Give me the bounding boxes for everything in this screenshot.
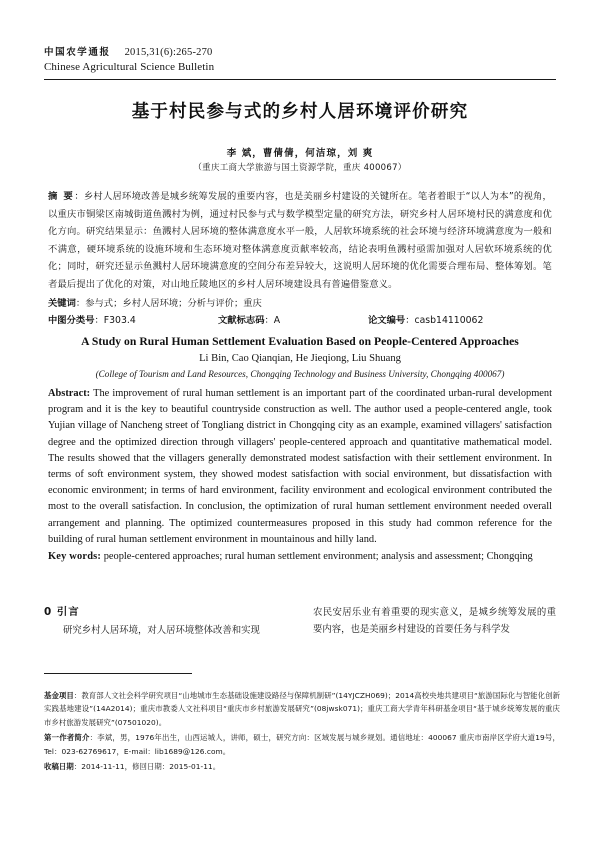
footnote-author-bio	[44, 731, 560, 758]
clc-value: ：F303.4	[94, 315, 136, 326]
footnote-divider-rule	[44, 673, 192, 674]
body-column-right	[313, 604, 556, 639]
abstract-cn-label: 摘 要	[48, 191, 75, 202]
keywords-cn-text: ：参与式；乡村人居环境；分析与评价；重庆	[75, 298, 262, 309]
keywords-en-label: Key words:	[48, 551, 102, 562]
authors-cn: 李 斌，曹倩倩，何洁琼，刘 爽	[226, 148, 374, 159]
journal-issue-info: 2015,31(6):265-270	[124, 47, 213, 58]
abstract-en	[48, 386, 552, 548]
body-paragraph-right: 农民安居乐业有着重要的现实意义，是城乡统筹发展的重要内容，也是美丽乡村建设的首要任务与科学发	[313, 607, 556, 635]
footnote-funding-label: 基金项目	[44, 691, 74, 700]
section-heading-introduction: 0 引言	[44, 606, 80, 618]
affiliation-en: (College of Tourism and Land Resources, Chongqing Technology and Business University, Chongqing 400067)	[95, 369, 505, 379]
page-title-en: A Study on Rural Human Settlement Evaluation Based on People-Centered Approaches	[81, 335, 519, 348]
abstract-cn	[48, 188, 552, 294]
keywords-cn-label: 关键词	[48, 298, 76, 309]
footnote-dates	[44, 760, 560, 773]
footnote-block	[44, 689, 560, 774]
body-columns	[44, 604, 556, 639]
body-column-left	[44, 604, 287, 639]
document-code-label: 文献标志码	[218, 315, 265, 326]
header-divider-rule	[44, 79, 556, 80]
footnote-author-label: 第一作者简介	[44, 733, 90, 743]
footnote-author-text: ：李斌，男，1976年出生，山西运城人，讲师，硕士，研究方向：区域发展与城乡规划。通信地址：400067 重庆市南岸区学府大道19号，Tel：023-62769617，E-mail：lib1689@126.com。	[44, 733, 560, 756]
footnote-dates-label: 收稿日期	[44, 762, 74, 772]
body-paragraph-left: 研究乡村人居环境，对人居环境整体改善和实现	[63, 625, 260, 636]
footnote-funding	[44, 689, 560, 729]
journal-name-en: Chinese Agricultural Science Bulletin	[44, 61, 215, 73]
clc-label: 中图分类号	[48, 315, 95, 326]
abstract-cn-text: ：乡村人居环境改善是城乡统筹发展的重要内容，也是美丽乡村建设的关键所在。笔者着眼于“以人为本”的视角，以重庆市铜梁区南城街道鱼溅村为例，通过村民参与式与数学模型定量的研究方法，研究乡村人居环境村民的满意度和优化方向。研究结果显示：鱼溅村人居环境的整体满意度水平一般，人居软环境系统的社会环境与经济环境满意度为一般和不满意，硬环境系统的设施环境和生态环境对整体满意度贡献率较高，结论表明鱼溅村亟需加强对人居软环境系统的优化；同时，研究还显示鱼溅村人居环境满意度的空间分布差异较大，这说明人居环境的优化需要合理布局、整体筹划。笔者最后提出了优化的对策，对山地丘陵地区的乡村人居环境建设具有普遍借鉴意义。	[48, 191, 552, 290]
classification-codes-row	[48, 313, 552, 329]
journal-header-line-1	[44, 44, 556, 58]
document-code	[218, 313, 368, 329]
footnote-dates-text: ：2014-11-11，修回日期：2015-01-11。	[73, 762, 221, 772]
authors-en: Li Bin, Cao Qianqian, He Jieqiong, Liu Shuang	[199, 353, 401, 364]
clc-code	[48, 313, 218, 329]
footnote-funding-text: ：教育部人文社会科学研究项目“山地城市生态基础设施建设路径与保障机制研”(14YJCZH069)；2014高校央地共建项目“旅游国际化与智能化创新实践基地建设”(14A2014)；重庆市教委人文社科项目“重庆市乡村旅游发展研究”(08jwsk071)；重庆工商大学青年科研基金项目“基于城乡统筹发展的重庆市乡村旅游发展研究”(07501020)。	[44, 691, 561, 727]
page-title-cn: 基于村民参与式的乡村人居环境评价研究	[131, 102, 469, 122]
paper-number-label: 论文编号	[368, 315, 406, 326]
abstract-en-label: Abstract:	[48, 388, 91, 399]
keywords-en	[48, 549, 552, 565]
abstract-en-text: The improvement of rural human settlement is an important part of the coordinated urban-rural development program and it is the key to beautiful countryside construction as well. The author used a people-centered angle, took Yujian village of Nancheng street of Tongliang district in Chongqing city as an example, examined villagers' satisfaction degree and the optimized direction through villagers' people-centered approach and quantitative mathematical model. The results showed that the villagers generally demonstrated modest satisfaction with their settlement environment. In terms of soft environment system, they showed modest satisfaction with social environment, but dissatisfaction with economic environment; in terms of hard environment, facility environment and ecological environment contributed the most to the overall satisfaction. In conclusion, the optimization of rural human settlement environment needed overall arrangement and planning. The optimized countermeasures proposed in this study had common reference for the building of rural human settlement environment in mountainous and hilly land.	[48, 388, 552, 545]
document-code-value: ：A	[264, 315, 281, 326]
journal-header	[44, 44, 556, 73]
affiliation-cn: （重庆工商大学旅游与国土资源学院，重庆 400067）	[193, 163, 407, 173]
paper-number	[368, 313, 552, 329]
keywords-cn	[48, 296, 552, 312]
journal-name-cn: 中国农学通报	[44, 47, 111, 58]
paper-number-value: ：casb14110062	[405, 315, 484, 326]
keywords-en-text: people-centered approaches; rural human settlement environment; analysis and assessment; Chongqing	[101, 551, 533, 562]
